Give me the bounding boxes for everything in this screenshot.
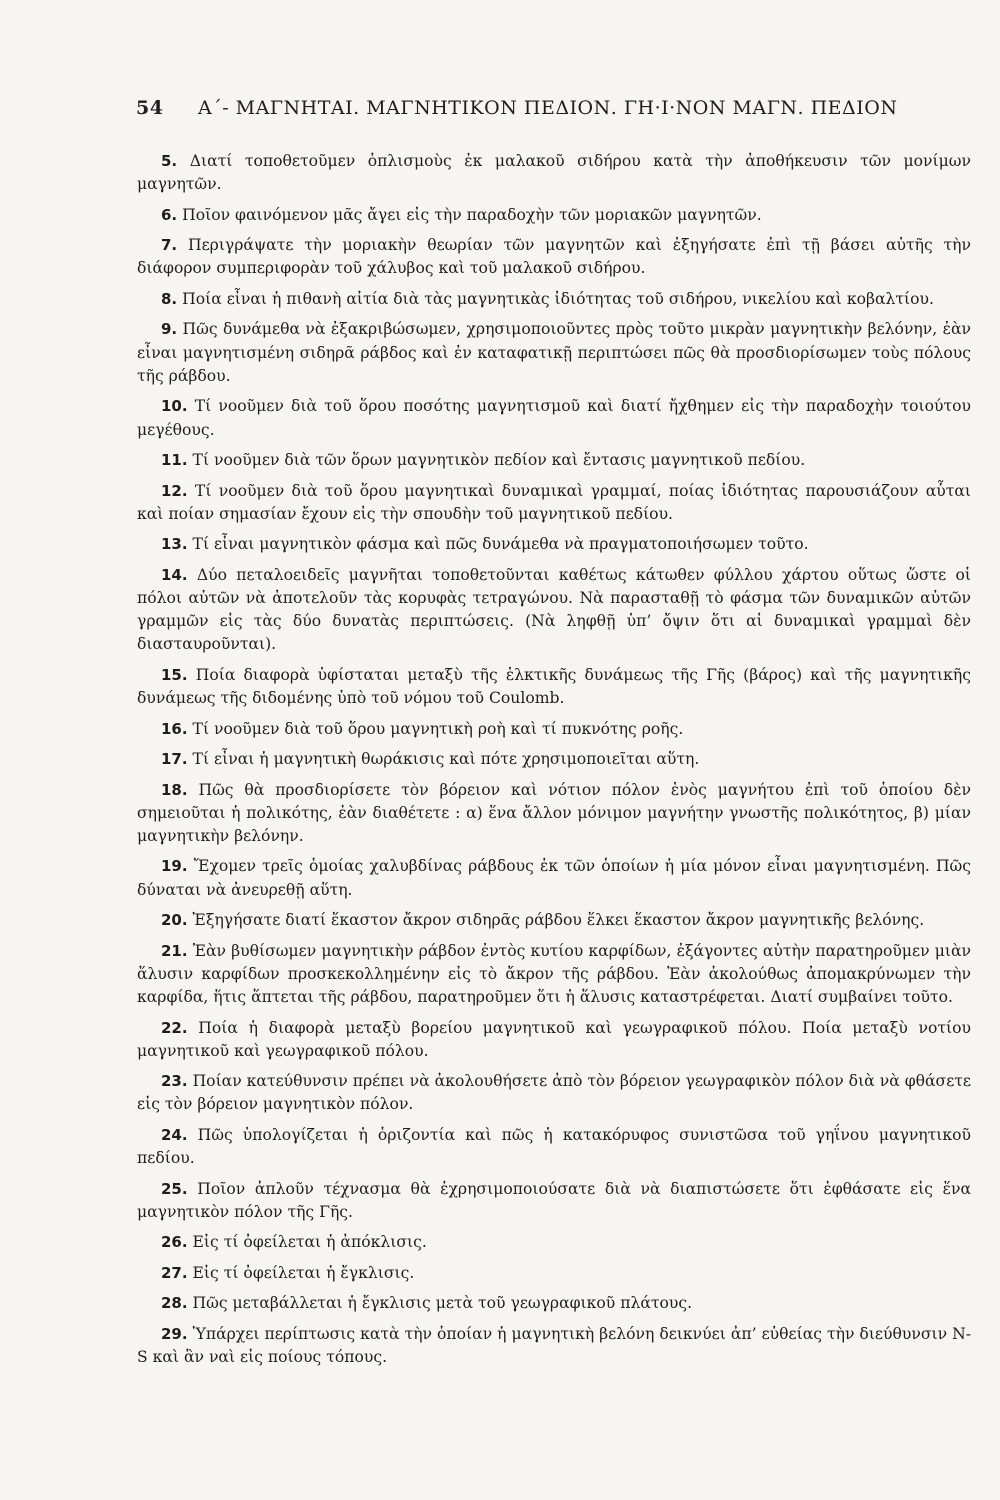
question-text: Πῶς δυνάμεθα νὰ ἐξακριβώσωμεν, χρησιμοποιοῦντες πρὸς τοῦτο μικρὰν μαγνητικὴν βελόνην, ἐὰν εἶναι μαγνητισμένη σιδηρᾶ ράβδος καὶ ἐν καταφατικῇ περιπτώσει πῶς θὰ προσδιορίσωμεν τοὺς πόλους τῆς ράβδου. [137, 320, 971, 385]
question-text: Δύο πεταλοειδεῖς μαγνῆται τοποθετοῦνται καθέτως κάτωθεν φύλλου χάρτου οὕτως ὥστε οἱ πόλοι αὐτῶν νὰ ἀποτελοῦν τὰς κορυφὰς τετραγώνου. Νὰ παρασταθῇ τὸ φάσμα τῶν δυναμικῶν αὐτῶν γραμμῶν εἰς τὰς δύο δυνατὰς περιπτώσεις. (Νὰ ληφθῇ ὑπ’ ὄψιν ὅτι αἱ δυναμικαὶ γραμμαὶ δὲν διασταυροῦνται). [137, 565, 971, 654]
page-number: 54 [136, 97, 164, 119]
question-number: 28. [161, 1294, 188, 1313]
question-text: Ποίαν κατεύθυνσιν πρέπει νὰ ἀκολουθήσετε ἀπὸ τὸν βόρειον γεωγραφικὸν πόλον διὰ νὰ φθάσετε εἰς τὸν βόρειον μαγνητικὸν πόλον. [137, 1072, 971, 1114]
question-item [137, 449, 971, 472]
question-number: 9. [161, 320, 178, 339]
question-text: Τί νοοῦμεν διὰ τοῦ ὅρου μαγνητικαὶ δυναμικαὶ γραμμαί, ποίας ἰδιότητας παρουσιάζουν αὗται καὶ ποίαν σημασίαν ἔχουν εἰς τὴν σπουδὴν τοῦ μαγνητικοῦ πεδίου. [137, 481, 971, 523]
question-item [137, 1231, 971, 1254]
question-number: 7. [161, 236, 178, 255]
question-text: Πῶς ὑπολογίζεται ἡ ὁριζοντία καὶ πῶς ἡ κατακόρυφος συνιστῶσα τοῦ γηΐνου μαγνητικοῦ πεδίου. [137, 1125, 971, 1168]
question-text: Ποῖον φαινόμενον μᾶς ἄγει εἰς τὴν παραδοχὴν τῶν μοριακῶν μαγνητῶν. [182, 205, 762, 224]
question-item [137, 909, 971, 932]
question-item [137, 940, 971, 1010]
question-text: Ἔχομεν τρεῖς ὁμοίας χαλυβδίνας ράβδους ἐκ τῶν ὁποίων ἡ μία μόνον εἶναι μαγνητισμένη. Πῶς δύναται νὰ ἀνευρεθῇ αὕτη. [137, 857, 971, 899]
question-text: Περιγράψατε τὴν μοριακὴν θεωρίαν τῶν μαγνητῶν καὶ ἐξηγήσατε ἐπὶ τῇ βάσει αὐτῆς τὴν διάφορον συμπεριφορὰν τοῦ χάλυβος καὶ τοῦ μαλακοῦ σιδήρου. [137, 236, 971, 278]
question-number: 19. [161, 857, 188, 876]
question-text: Ποία εἶναι ἡ πιθανὴ αἰτία διὰ τὰς μαγνητικὰς ἰδιότητας τοῦ σιδήρου, νικελίου καὶ κοβαλτίου. [182, 289, 934, 308]
question-item [137, 1292, 971, 1315]
question-text: Ἐὰν βυθίσωμεν μαγνητικὴν ράβδον ἐντὸς κυτίου καρφίδων, ἐξάγοντες αὐτὴν παρατηροῦμεν μιὰν ἅλυσιν καρφίδων προσκεκολλημένην εἰς τὸ ἄκρον τῆς ράβδου. Ἐὰν ἀκολούθως ἀπομακρύνωμεν τὴν καρφίδα, ἥτις ἅπτεται τῆς ράβδου, παρατηροῦμεν ὅτι ἡ ἅλυσις καταστρέφεται. Διατί συμβαίνει τοῦτο. [137, 941, 971, 1007]
question-number: 6. [161, 205, 178, 224]
question-number: 18. [161, 780, 188, 799]
question-item [137, 234, 971, 280]
question-item [137, 1124, 971, 1170]
question-text: Τί νοοῦμεν διὰ τῶν ὅρων μαγνητικὸν πεδίον καὶ ἔντασις μαγνητικοῦ πεδίου. [192, 451, 806, 470]
question-item [137, 318, 971, 388]
question-number: 5. [161, 152, 178, 170]
running-title: Α΄- ΜΑΓΝΗΤΑΙ. ΜΑΓΝΗΤΙΚΟΝ ΠΕΔΙΟΝ. ΓΗ·Ι·ΝΟΝ ΜΑΓΝ. ΠΕΔΙΟΝ [198, 97, 898, 119]
question-text: Πῶς θὰ προσδιορίσετε τὸν βόρειον καὶ νότιον πόλον ἑνὸς μαγνήτου ἐπὶ τοῦ ὁποίου δὲν σημειοῦται ἡ πολικότης, ἐὰν διαθέτετε : α) ἕνα ἄλλον μόνιμον μαγνήτην γνωστῆς πολικότητος, β) μίαν μαγνητικὴν βελόνην. [137, 780, 971, 845]
question-item [137, 564, 971, 657]
question-item [137, 1017, 971, 1063]
question-item [137, 533, 971, 556]
question-text: Τί νοοῦμεν διὰ τοῦ ὅρου ποσότης μαγνητισμοῦ καὶ διατί ἤχθημεν εἰς τὴν παραδοχὴν τοιούτου μεγέθους. [137, 397, 971, 439]
question-number: 15. [161, 665, 188, 684]
question-number: 25. [161, 1179, 188, 1198]
question-item [137, 1070, 971, 1116]
question-number: 23. [161, 1072, 188, 1091]
question-number: 13. [161, 535, 188, 554]
question-item [137, 1178, 971, 1224]
question-item [137, 779, 971, 849]
page-header [136, 97, 902, 119]
question-number: 10. [161, 397, 188, 416]
question-text: Εἰς τί ὀφείλεται ἡ ἀπόκλισις. [192, 1233, 427, 1252]
question-text: Ποία διαφορὰ ὑφίσταται μεταξὺ τῆς ἑλκτικῆς δυνάμεως τῆς Γῆς (βάρος) καὶ τῆς μαγνητικῆς δυνάμεως τῆς διδομένης ὑπὸ τοῦ νόμου τοῦ Coulomb. [137, 665, 971, 708]
question-text: Τί εἶναι μαγνητικὸν φάσμα καὶ πῶς δυνάμεθα νὰ πραγματοποιήσωμεν τοῦτο. [192, 535, 809, 554]
question-number: 29. [161, 1324, 188, 1343]
question-number: 27. [161, 1263, 188, 1282]
question-text: Διατί τοποθετοῦμεν ὁπλισμοὺς ἐκ μαλακοῦ σιδήρου κατὰ τὴν ἀποθήκευσιν τῶν μονίμων μαγνητῶν. [137, 152, 971, 194]
question-item [137, 150, 971, 196]
question-number: 26. [161, 1233, 188, 1252]
question-number: 24. [161, 1125, 188, 1144]
question-item [137, 855, 971, 901]
question-text: Ὑπάρχει περίπτωσις κατὰ τὴν ὁποίαν ἡ μαγνητικὴ βελόνη δεικνύει ἀπ’ εὐθείας τὴν διεύθυνσιν N-S καὶ ἂν ναὶ εἰς ποίους τόπους. [137, 1324, 971, 1367]
question-text: Εἰς τί ὀφείλεται ἡ ἔγκλισις. [192, 1263, 415, 1282]
question-item [137, 664, 971, 710]
question-number: 11. [161, 451, 188, 470]
question-text: Πῶς μεταβάλλεται ἡ ἔγκλισις μετὰ τοῦ γεωγραφικοῦ πλάτους. [192, 1294, 693, 1313]
question-item [137, 480, 971, 526]
question-item [137, 204, 971, 227]
question-item [137, 1262, 971, 1285]
question-item [137, 718, 971, 741]
question-item [137, 748, 971, 771]
question-number: 21. [161, 941, 188, 960]
question-list [137, 150, 971, 1377]
question-number: 22. [161, 1018, 188, 1037]
question-item [137, 288, 971, 311]
question-number: 14. [161, 565, 188, 584]
question-text: Ἐξηγήσατε διατί ἕκαστον ἄκρον σιδηρᾶς ράβδου ἕλκει ἕκαστον ἄκρον μαγνητικῆς βελόνης. [192, 911, 925, 930]
question-number: 8. [161, 289, 178, 308]
question-item [137, 1323, 971, 1369]
question-text: Ποῖον ἁπλοῦν τέχνασμα θὰ ἐχρησιμοποιούσατε διὰ νὰ διαπιστώσετε ὅτι ἐφθάσατε εἰς ἕνα μαγνητικὸν πόλον τῆς Γῆς. [137, 1179, 971, 1221]
question-number: 17. [161, 750, 188, 769]
question-number: 16. [161, 719, 188, 738]
question-text: Τί νοοῦμεν διὰ τοῦ ὅρου μαγνητικὴ ροὴ καὶ τί πυκνότης ροῆς. [192, 719, 684, 738]
question-text: Ποία ἡ διαφορὰ μεταξὺ βορείου μαγνητικοῦ καὶ γεωγραφικοῦ πόλου. Ποία μεταξὺ νοτίου μαγνητικοῦ καὶ γεωγραφικοῦ πόλου. [137, 1018, 971, 1060]
question-text: Τί εἶναι ἡ μαγνητικὴ θωράκισις καὶ πότε χρησιμοποιεῖται αὕτη. [192, 750, 700, 769]
question-number: 20. [161, 911, 188, 930]
question-item [137, 395, 971, 441]
question-number: 12. [161, 481, 188, 500]
